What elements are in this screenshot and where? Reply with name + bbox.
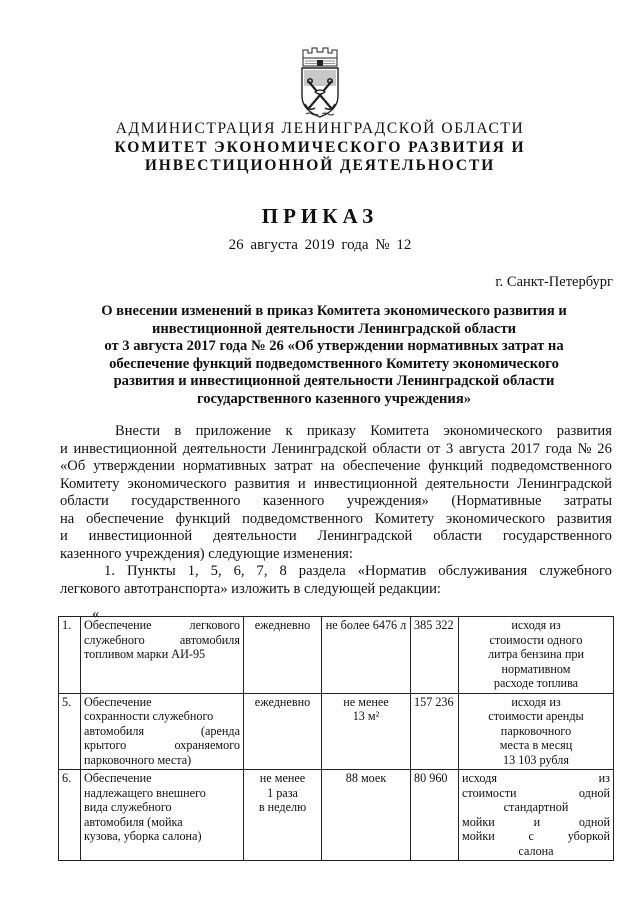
paragraph-line [60,476,612,494]
cell-line: Обеспечение [84,694,152,709]
cell-line: стоимости одного [489,632,583,647]
order-subject [74,303,594,408]
paragraph-word: служебного [539,563,612,579]
table-row [59,770,614,861]
paragraph-word: обеспечение [86,510,164,527]
paragraph-items [60,563,612,581]
cell-line [84,738,240,753]
paragraph-word: функций [175,510,231,527]
cell-limit [322,617,411,694]
cell-line [462,815,610,830]
opening-quote-mark: « [92,606,100,622]
cell-sum: 385 322 [411,617,459,694]
cell-line: ежедневно [254,618,311,632]
cell-line: вида служебного [84,800,172,814]
paragraph-word: 3 [445,440,454,457]
paragraph-word: инвестиционной [88,528,193,544]
cell-frequency [244,770,322,861]
paragraph-word: развития [556,423,612,439]
cell-item-name [81,770,244,861]
cell-line: ежедневно [254,694,311,709]
paragraph-line [60,441,612,459]
document-city: г. Санкт-Петербург [495,274,613,290]
paragraph-word: Ленинградской [517,475,612,492]
paragraph-word: раздела [298,563,346,579]
committee-title-line1: КОМИТЕТ ЭКОНОМИЧЕСКОГО РАЗВИТИЯ И [114,139,526,156]
cell-word: мойки [462,829,495,843]
cell-word: мойки [462,814,495,829]
paragraph-line: легкового автотранспорта» изложить в следующей редакции: [60,580,441,597]
table-row [59,693,614,770]
paragraph-line: казенного учреждения) следующие изменения: [60,545,353,562]
cell-word: стоимости [462,785,517,800]
cell-item-name [81,693,244,770]
administration-title: АДМИНИСТРАЦИЯ ЛЕНИНГРАДСКОЙ ОБЛАСТИ [115,120,525,137]
cell-line: сохранности служебного [84,709,214,723]
paragraph-word: и [60,528,68,544]
paragraph-amendment [60,423,612,546]
table-row [59,617,614,694]
cell-line: не более 6476 л [325,618,407,632]
cell-note [459,617,614,694]
cell-line: исходя из [511,694,561,709]
paragraph-word: 8 [279,563,287,579]
paragraph-word: экономического [443,423,543,439]
cell-line: парковочного [500,723,572,738]
paragraph-word: утверждении [93,458,175,474]
cell-sum: 80 960 [411,770,459,861]
cell-word: Обеспечение [84,618,152,632]
paragraph-word: Комитета [370,423,430,439]
subject-line: от 3 августа 2017 года № 26 «Об утверждении нормативных затрат на [104,338,564,354]
cell-line: Обеспечение [84,771,152,785]
cell-note [459,693,614,770]
cell-line: автомобиля (мойка [84,814,183,829]
paragraph-word: и [60,440,68,457]
cell-line: стандартной [503,800,569,814]
paragraph-word: 5, [210,563,222,579]
subject-line: инвестиционной деятельности Ленинградской области [151,320,517,337]
paragraph-word: к [285,423,293,439]
paragraph-word: на [320,458,335,474]
paragraph-word: Пункты [126,563,176,579]
document-type-title: ПРИКАЗ [261,204,379,228]
paragraph-word: затраты [564,493,612,509]
paragraph-word: функций [428,458,484,474]
paragraph-word: (Нормативные [451,493,542,509]
paragraph-word: экономического [127,475,227,492]
paragraph-line [60,423,612,441]
paragraph-word: 7, [256,563,268,579]
paragraph-word: августа [458,440,506,457]
cell-line [84,618,240,633]
paragraph-word: 1, [187,563,199,579]
paragraph-word: экономического [445,510,545,527]
paragraph-word: государственного [502,528,612,544]
cell-line: 1 раза [267,785,298,800]
cell-frequency [244,617,322,694]
paragraph-word: приложение [195,423,272,439]
cell-word: автомобиля [84,723,145,738]
paragraph-word: от [426,440,441,457]
cell-line: 13 м² [352,709,380,723]
cell-line [84,724,240,739]
paragraph-word: казенного [262,493,325,509]
paragraph-word: обслуживания [438,563,528,579]
cell-line: нормативном [501,661,571,676]
paragraph-word: 2017 [510,440,540,457]
cell-item-name [81,617,244,694]
paragraph-word: инвестиционной [73,440,178,457]
paragraph-word: 1. [104,563,115,579]
paragraph-word: года [545,440,573,457]
cell-sum: 157 236 [411,693,459,770]
cell-line: салона [518,843,554,858]
paragraph-word: «Об [60,458,86,474]
paragraph-word: развития [234,475,290,492]
cell-word: крытого [84,738,127,752]
cell-line: не менее [259,771,306,785]
cell-word: одной [578,785,610,800]
paragraph-word: инвестиционной [313,475,418,492]
committee-title-line2: ИНВЕСТИЦИОННОЙ ДЕЯТЕЛЬНОСТИ [144,157,496,174]
paragraph-word: 6, [233,563,245,579]
cell-line: места в месяц [499,738,573,752]
paragraph-word: Комитету [374,510,435,527]
cell-word: одной [578,814,610,829]
cell-limit [322,693,411,770]
cell-word: легкового [189,618,240,632]
cell-item-number: 1. [59,617,81,694]
cell-limit [322,770,411,861]
paragraph-word: 26 [597,440,612,457]
cell-line: расходе топлива [493,676,579,690]
cell-item-number: 6. [59,770,81,861]
cell-line: надлежащего внешнего [84,785,206,800]
document-date-number: 26 августа 2019 года № 12 [228,237,412,253]
paragraph-word: области [372,440,422,457]
norms-table [58,616,614,861]
paragraph-word: области [433,528,482,544]
paragraph-word: учреждения» [346,493,429,509]
cell-line: парковочного места) [84,752,192,767]
cell-line: топливом марки АИ-95 [84,647,206,661]
paragraph-line [60,458,612,476]
paragraph-line [60,563,612,581]
cell-word: уборкой [567,829,610,843]
paragraph-line [60,528,612,546]
cell-word: из [598,771,610,785]
cell-line [462,771,610,786]
cell-line: 13 103 рубля [502,752,569,767]
paragraph-line [60,511,612,529]
cell-item-number: 5. [59,693,81,770]
cell-line: не менее [343,694,389,709]
cell-word: и [533,814,541,829]
paragraph-word: «Норматив [357,563,427,579]
cell-line: кузова, уборка салона) [84,829,202,843]
paragraph-word: Ленинградской [271,440,367,457]
paragraph-word: № [577,440,592,457]
cell-word: исходя [462,771,497,785]
cell-line: стоимости аренды [488,709,584,723]
paragraph-word: подведомственного [242,510,363,527]
cell-line [462,829,610,844]
order-body [60,423,612,598]
cell-word: охраняемого [174,738,240,752]
subject-line: государственного казенного учреждения» [196,390,472,407]
subject-line: О внесении изменений в приказ Комитета экономического развития и [101,303,567,319]
paragraph-word: развития [556,510,612,527]
paragraph-word: обеспечение [342,458,421,474]
cell-frequency [244,693,322,770]
paragraph-word: Комитету [60,475,120,492]
coat-of-arms-icon [299,44,341,120]
paragraph-word: в [174,423,182,439]
subject-line: развития и инвестиционной деятельности Ленинградской области [113,373,555,389]
paragraph-word: Ленинградской [317,528,413,544]
cell-line: 88 моек [345,771,387,785]
paragraph-word: нормативных [182,458,267,474]
cell-note [459,770,614,861]
paragraph-word: приказу [306,423,356,439]
paragraph-word: и [297,475,306,492]
paragraph-word: деятельности [213,528,297,544]
cell-line: исходя из [511,618,561,632]
cell-line: литра бензина при [487,647,585,661]
cell-word: служебного [84,632,145,647]
cell-word: (аренда [200,723,240,738]
paragraph-word: Внести [115,423,161,439]
cell-line: в неделю [258,800,307,814]
paragraph-word: области [60,493,109,509]
cell-line [462,786,610,801]
cell-word: автомобиля [179,632,240,647]
paragraph-line [60,493,612,511]
paragraph-word: затрат [274,458,313,474]
paragraph-word: государственного [131,493,241,509]
paragraph-word: деятельности [425,475,510,492]
subject-line: обеспечение функций подведомственного Комитету экономического [109,355,559,372]
cell-line [84,633,240,648]
paragraph-word: подведомственного [491,458,612,474]
paragraph-word: деятельности [182,440,267,457]
cell-word: с [528,829,534,843]
paragraph-word: на [60,510,75,527]
